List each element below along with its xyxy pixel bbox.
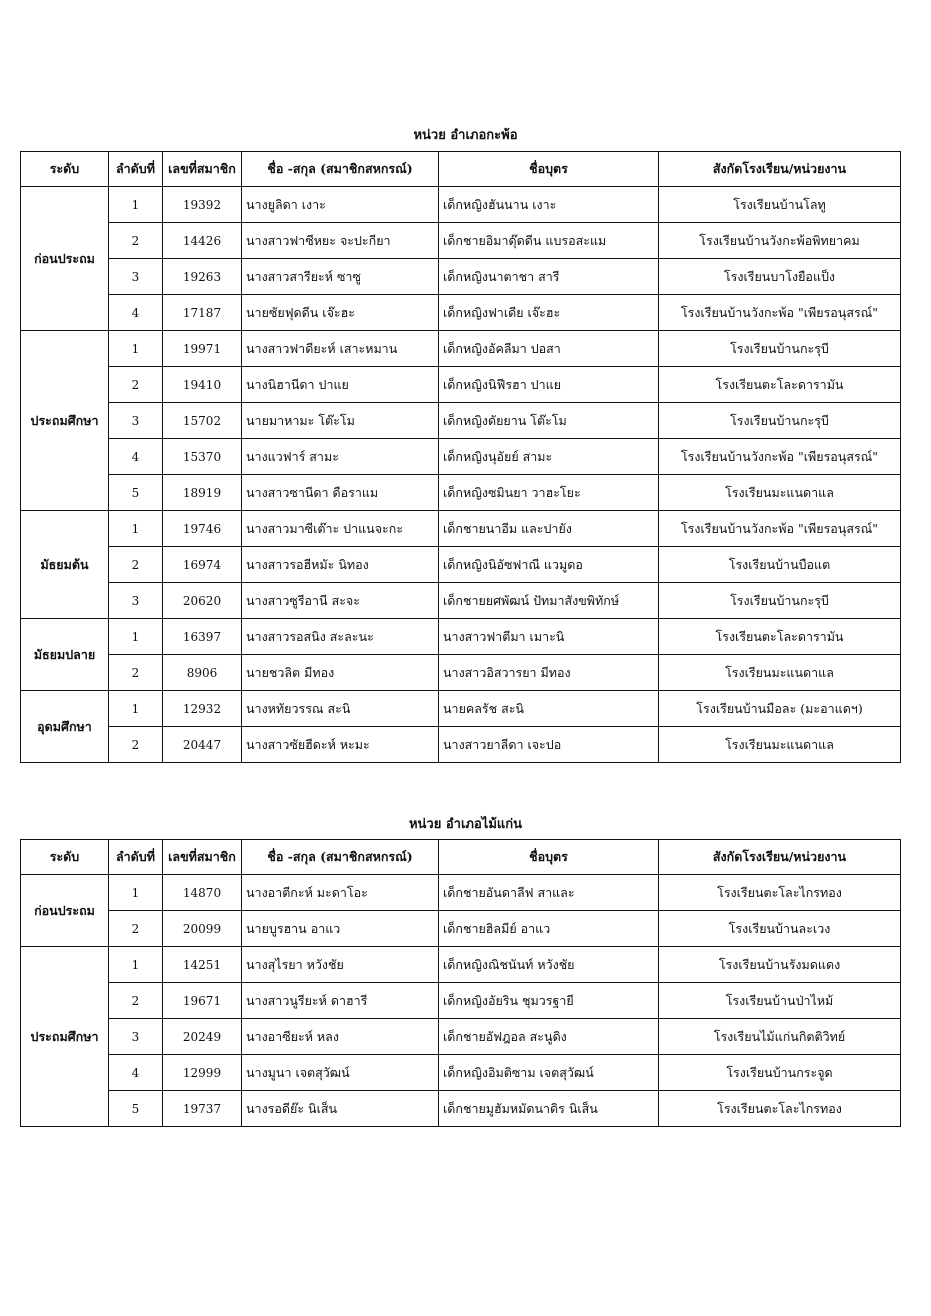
school-cell: โรงเรียนบ้านกระจูด — [659, 1055, 901, 1091]
header-row — [21, 152, 901, 187]
level-cell: อุดมศึกษา — [21, 691, 109, 763]
member-number-cell: 19737 — [163, 1091, 242, 1127]
member-name-cell: นางสาวนูรียะห์ ดาฮารี — [242, 983, 439, 1019]
child-name-cell: เด็กชายมูฮัมหมัดนาดิร นิเส็น — [439, 1091, 659, 1127]
child-name-cell: นางสาวยาลีดา เจะปอ — [439, 727, 659, 763]
member-name-cell: นางสาวสารียะห์ ซาซู — [242, 259, 439, 295]
school-cell: โรงเรียนบ้านกะรุบี — [659, 583, 901, 619]
order-cell: 2 — [109, 547, 163, 583]
child-name-cell: เด็กชายยศพัฒน์ ปัทมาสังขพิทักษ์ — [439, 583, 659, 619]
child-name-cell: เด็กหญิงฟาเดีย เจ๊ะฮะ — [439, 295, 659, 331]
child-name-cell: เด็กหญิงอัยริน ชุมวรฐายี — [439, 983, 659, 1019]
member-name-cell: นางสาวซานีดา ดือราแม — [242, 475, 439, 511]
school-cell: โรงเรียนบ้านโลทู — [659, 187, 901, 223]
table-row — [21, 547, 901, 583]
order-cell: 2 — [109, 367, 163, 403]
child-name-cell: เด็กหญิงอัคลีมา ปอสา — [439, 331, 659, 367]
school-cell: โรงเรียนบ้านรังมดแดง — [659, 947, 901, 983]
order-cell: 4 — [109, 295, 163, 331]
order-cell: 2 — [109, 655, 163, 691]
table-row — [21, 619, 901, 655]
member-number-cell: 17187 — [163, 295, 242, 331]
column-header-level: ระดับ — [21, 840, 109, 875]
column-header-member-name: ชื่อ -สกุล (สมาชิกสหกรณ์) — [242, 152, 439, 187]
order-cell: 5 — [109, 1091, 163, 1127]
school-cell: โรงเรียนบ้านบือแต — [659, 547, 901, 583]
child-name-cell: เด็กชายอิมาดุ๊ดดีน แบรอสะแม — [439, 223, 659, 259]
column-header-member-no: เลขที่สมาชิก — [163, 152, 242, 187]
order-cell: 1 — [109, 619, 163, 655]
order-cell: 3 — [109, 403, 163, 439]
child-name-cell: นางสาวฟาตีมา เมาะนิ — [439, 619, 659, 655]
school-cell: โรงเรียนบ้านกะรุบี — [659, 403, 901, 439]
column-header-level: ระดับ — [21, 152, 109, 187]
level-cell: มัธยมต้น — [21, 511, 109, 619]
school-cell: โรงเรียนมะแนดาแล — [659, 475, 901, 511]
section-title: หน่วย อำเภอไม้แก่น — [408, 817, 523, 832]
table-row — [21, 511, 901, 547]
member-number-cell: 16397 — [163, 619, 242, 655]
member-name-cell: นางยูลิดา เงาะ — [242, 187, 439, 223]
member-name-cell: นางสาวซัยฮีดะห์ หะมะ — [242, 727, 439, 763]
child-name-cell: เด็กหญิงนาตาชา สารี — [439, 259, 659, 295]
member-number-cell: 19392 — [163, 187, 242, 223]
column-header-child-name: ชื่อบุตร — [439, 840, 659, 875]
member-name-cell: นายบูรฮาน อาแว — [242, 911, 439, 947]
table-row — [21, 727, 901, 763]
member-number-cell: 20249 — [163, 1019, 242, 1055]
member-number-cell: 15370 — [163, 439, 242, 475]
order-cell: 2 — [109, 223, 163, 259]
child-name-cell: เด็กชายอันดาลีฟ สาและ — [439, 875, 659, 911]
child-name-cell: เด็กหญิงนิอัซฟาณี แวมูดอ — [439, 547, 659, 583]
table-row — [21, 475, 901, 511]
member-number-cell: 15702 — [163, 403, 242, 439]
child-name-cell: เด็กหญิงอิมติซาม เจตสุวัฒน์ — [439, 1055, 659, 1091]
level-cell: ประถมศึกษา — [21, 331, 109, 511]
school-cell: โรงเรียนบ้านวังกะพ้อ "เพียรอนุสรณ์" — [659, 295, 901, 331]
child-name-cell: เด็กหญิงณิชนันท์ หวังชัย — [439, 947, 659, 983]
school-cell: โรงเรียนบ้านวังกะพ้อ "เพียรอนุสรณ์" — [659, 511, 901, 547]
order-cell: 1 — [109, 187, 163, 223]
school-cell: โรงเรียนตะโละไกรทอง — [659, 1091, 901, 1127]
child-name-cell: เด็กชายนาอีม และปายัง — [439, 511, 659, 547]
member-name-cell: นางสาวฟาดียะห์ เสาะหมาน — [242, 331, 439, 367]
school-cell: โรงเรียนตะโละไกรทอง — [659, 875, 901, 911]
table-row — [21, 1055, 901, 1091]
child-name-cell: เด็กหญิงซมินยา วาฮะโยะ — [439, 475, 659, 511]
member-name-cell: นางหทัยวรรณ สะนิ — [242, 691, 439, 727]
table-row — [21, 403, 901, 439]
school-cell: โรงเรียนบ้านวังกะพ้อพิทยาคม — [659, 223, 901, 259]
table-row — [21, 187, 901, 223]
school-cell: โรงเรียนบ้านมือละ (มะอาแดฯ) — [659, 691, 901, 727]
member-name-cell: นางสาวซูรีอานี สะจะ — [242, 583, 439, 619]
column-header-order: ลำดับที่ — [109, 840, 163, 875]
school-cell: โรงเรียนบ้านวังกะพ้อ "เพียรอนุสรณ์" — [659, 439, 901, 475]
column-header-order: ลำดับที่ — [109, 152, 163, 187]
member-number-cell: 12999 — [163, 1055, 242, 1091]
order-cell: 2 — [109, 911, 163, 947]
member-name-cell: นายชวลิต มีทอง — [242, 655, 439, 691]
table-row — [21, 331, 901, 367]
table-row — [21, 691, 901, 727]
school-cell: โรงเรียนบ้านกะรุบี — [659, 331, 901, 367]
school-cell: โรงเรียนมะแนดาแล — [659, 655, 901, 691]
table-row — [21, 1091, 901, 1127]
member-number-cell: 20099 — [163, 911, 242, 947]
member-name-cell: นายมาหามะ โต๊ะโม — [242, 403, 439, 439]
member-name-cell: นางสาวรอฮีหมัะ นิทอง — [242, 547, 439, 583]
column-header-school: สังกัดโรงเรียน/หน่วยงาน — [659, 840, 901, 875]
table-row — [21, 583, 901, 619]
order-cell: 2 — [109, 983, 163, 1019]
roster-table-kapho — [20, 151, 901, 763]
order-cell: 4 — [109, 439, 163, 475]
member-number-cell: 14426 — [163, 223, 242, 259]
table-row — [21, 295, 901, 331]
member-number-cell: 14251 — [163, 947, 242, 983]
order-cell: 1 — [109, 511, 163, 547]
table-row — [21, 259, 901, 295]
member-name-cell: นางสาวฟาซีหยะ จะปะกียา — [242, 223, 439, 259]
section-title: หน่วย อำเภอกะพ้อ — [413, 128, 518, 143]
school-cell: โรงเรียนบ้านละเวง — [659, 911, 901, 947]
table-row — [21, 655, 901, 691]
child-name-cell: เด็กชายฮิลมีย์ อาแว — [439, 911, 659, 947]
column-header-child-name: ชื่อบุตร — [439, 152, 659, 187]
level-cell: ก่อนประถม — [21, 187, 109, 331]
member-name-cell: นางสาวรอสนิง สะละนะ — [242, 619, 439, 655]
member-name-cell: นางอาซียะห์ หลง — [242, 1019, 439, 1055]
member-number-cell: 14870 — [163, 875, 242, 911]
level-cell: ก่อนประถม — [21, 875, 109, 947]
child-name-cell: เด็กหญิงดัยยาน โต๊ะโม — [439, 403, 659, 439]
school-cell: โรงเรียนตะโละดารามัน — [659, 367, 901, 403]
level-cell: มัธยมปลาย — [21, 619, 109, 691]
member-number-cell: 16974 — [163, 547, 242, 583]
order-cell: 5 — [109, 475, 163, 511]
table-row — [21, 911, 901, 947]
table-row — [21, 223, 901, 259]
member-number-cell: 19746 — [163, 511, 242, 547]
order-cell: 1 — [109, 331, 163, 367]
member-number-cell: 12932 — [163, 691, 242, 727]
child-name-cell: เด็กหญิงนุอัยย์ สามะ — [439, 439, 659, 475]
member-number-cell: 19671 — [163, 983, 242, 1019]
member-name-cell: นายซัยฟุดดีน เจ๊ะฮะ — [242, 295, 439, 331]
school-cell: โรงเรียนตะโละดารามัน — [659, 619, 901, 655]
table-row — [21, 947, 901, 983]
member-name-cell: นางรอดีย๊ะ นิเส็น — [242, 1091, 439, 1127]
table-row — [21, 875, 901, 911]
member-name-cell: นางมูนา เจตสุวัฒน์ — [242, 1055, 439, 1091]
order-cell: 4 — [109, 1055, 163, 1091]
table-row — [21, 439, 901, 475]
table-row — [21, 367, 901, 403]
member-number-cell: 18919 — [163, 475, 242, 511]
school-cell: โรงเรียนไม้แก่นกิตติวิทย์ — [659, 1019, 901, 1055]
member-number-cell: 19410 — [163, 367, 242, 403]
roster-table-maikaen — [20, 839, 901, 1127]
order-cell: 3 — [109, 259, 163, 295]
member-number-cell: 19263 — [163, 259, 242, 295]
member-number-cell: 20620 — [163, 583, 242, 619]
member-name-cell: นางแวฟาร์ สามะ — [242, 439, 439, 475]
member-name-cell: นางสุไรยา หวังชัย — [242, 947, 439, 983]
order-cell: 2 — [109, 727, 163, 763]
member-number-cell: 19971 — [163, 331, 242, 367]
child-name-cell: เด็กหญิงฮันนาน เงาะ — [439, 187, 659, 223]
level-cell: ประถมศึกษา — [21, 947, 109, 1127]
school-cell: โรงเรียนบ้านป่าไหม้ — [659, 983, 901, 1019]
table-row — [21, 983, 901, 1019]
child-name-cell: นายคลรัช สะนิ — [439, 691, 659, 727]
order-cell: 1 — [109, 875, 163, 911]
order-cell: 1 — [109, 691, 163, 727]
member-number-cell: 8906 — [163, 655, 242, 691]
order-cell: 3 — [109, 1019, 163, 1055]
child-name-cell: เด็กชายอัฟฎอล สะนูดิง — [439, 1019, 659, 1055]
column-header-member-name: ชื่อ -สกุล (สมาชิกสหกรณ์) — [242, 840, 439, 875]
member-name-cell: นางอาตีกะห์ มะดาโอะ — [242, 875, 439, 911]
header-row — [21, 840, 901, 875]
school-cell: โรงเรียนบาโงยือแป็ง — [659, 259, 901, 295]
member-name-cell: นางนิฮานีดา ปาแย — [242, 367, 439, 403]
child-name-cell: เด็กหญิงนิฟีรฮา ปาแย — [439, 367, 659, 403]
column-header-member-no: เลขที่สมาชิก — [163, 840, 242, 875]
order-cell: 1 — [109, 947, 163, 983]
school-cell: โรงเรียนมะแนดาแล — [659, 727, 901, 763]
column-header-school: สังกัดโรงเรียน/หน่วยงาน — [659, 152, 901, 187]
order-cell: 3 — [109, 583, 163, 619]
member-name-cell: นางสาวมาซีเต๊าะ ปาแนจะกะ — [242, 511, 439, 547]
child-name-cell: นางสาวอิสวารยา มีทอง — [439, 655, 659, 691]
member-number-cell: 20447 — [163, 727, 242, 763]
table-row — [21, 1019, 901, 1055]
